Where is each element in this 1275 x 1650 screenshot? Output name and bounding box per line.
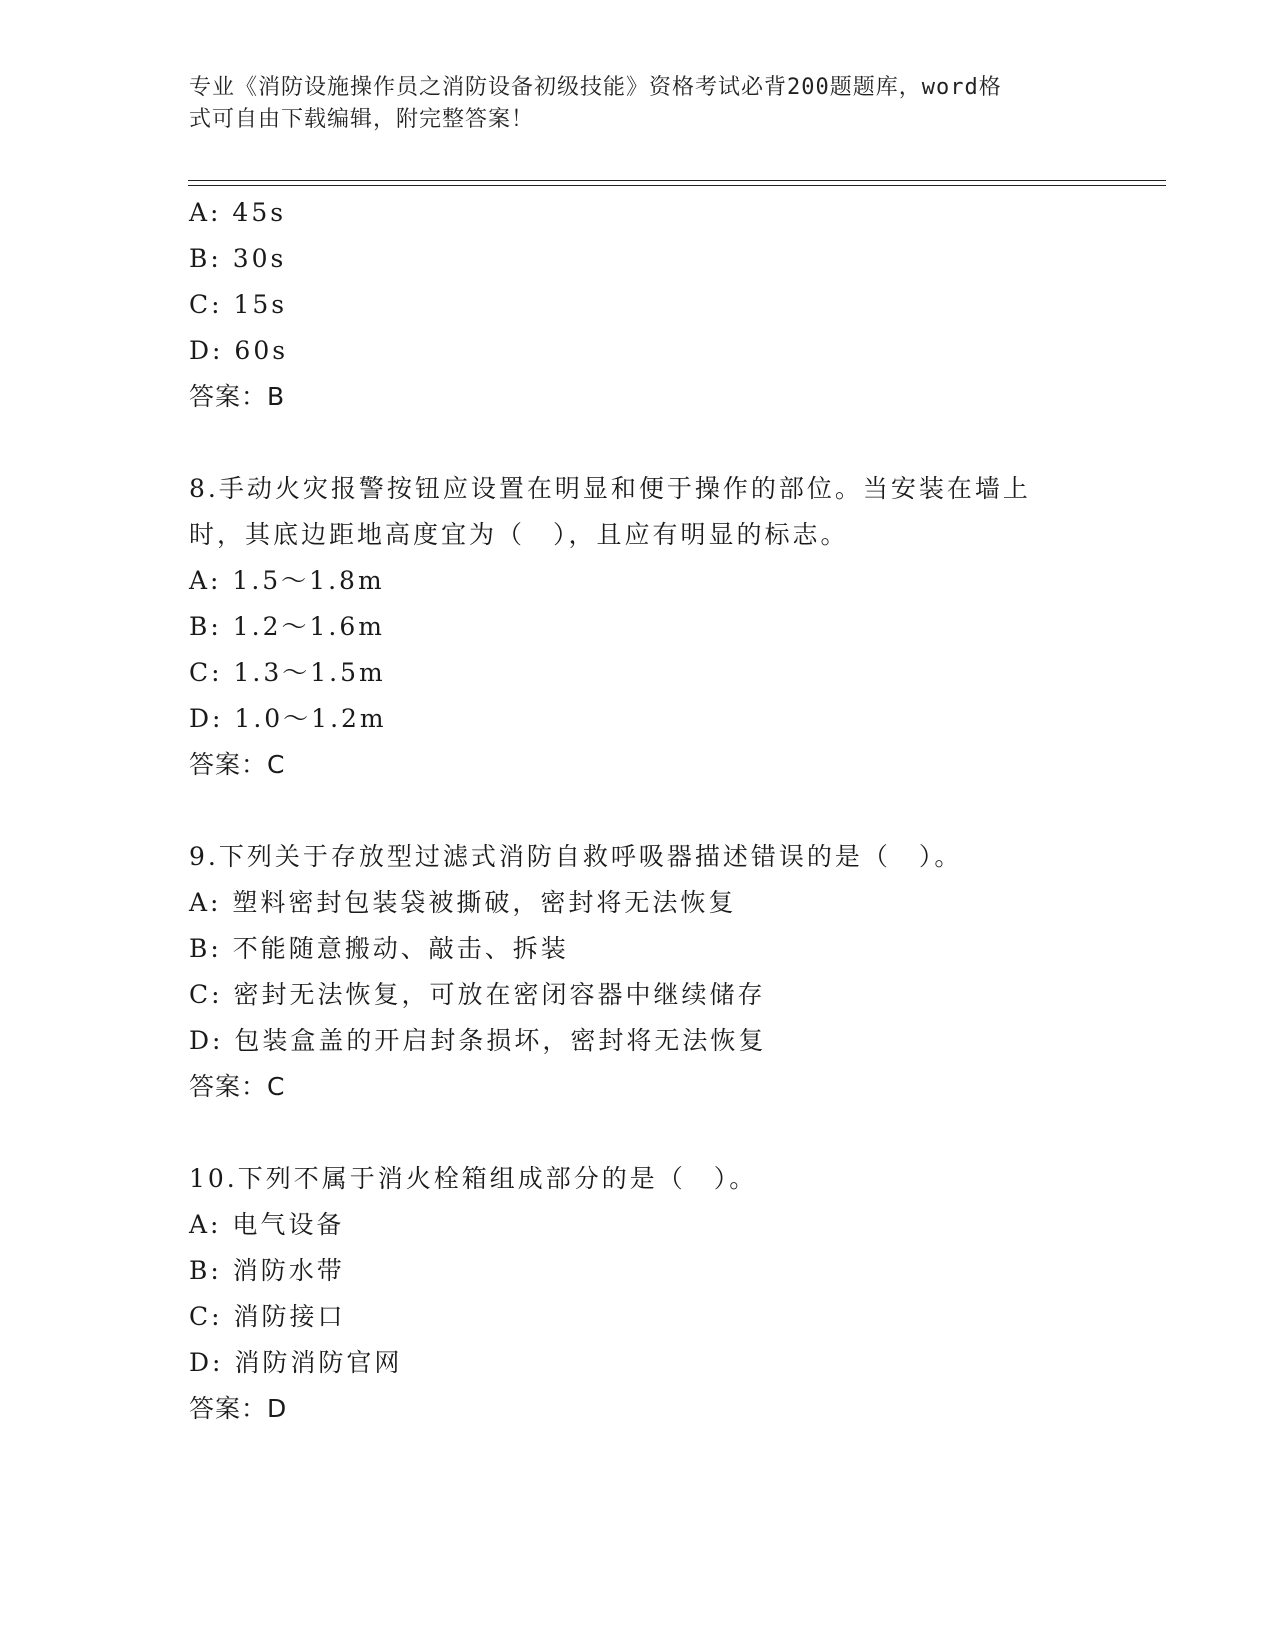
header-title-line-2: 式可自由下载编辑，附完整答案！ — [189, 107, 535, 132]
question-block-10 — [189, 1156, 1149, 1432]
header-title-line-1: 专业《消防设施操作员之消防设备初级技能》资格考试必背200题题库，word格 — [189, 75, 1002, 100]
option-a: A: 1.5～1.8m — [189, 566, 385, 595]
question-list — [189, 190, 1149, 1432]
option-c: C: 消防接口 — [189, 1302, 346, 1331]
option-b: B: 不能随意搬动、敲击、拆装 — [189, 934, 569, 963]
document-header — [189, 72, 1089, 136]
option-a: A: 电气设备 — [189, 1210, 345, 1239]
question-block-9 — [189, 834, 1149, 1110]
option-a: A: 塑料密封包装袋被撕破，密封将无法恢复 — [189, 888, 737, 917]
answer-line: 答案：C — [189, 1072, 286, 1101]
question-block-7 — [189, 190, 1149, 420]
option-d: D: 消防消防官网 — [189, 1348, 403, 1377]
option-a: A: 45s — [189, 198, 287, 227]
question-text-line-1: 9.下列关于存放型过滤式消防自救呼吸器描述错误的是（ ）。 — [189, 842, 963, 871]
option-b: B: 1.2～1.6m — [189, 612, 385, 641]
option-b: B: 30s — [189, 244, 287, 273]
answer-line: 答案：D — [189, 1394, 288, 1423]
question-text-line-2: 时，其底边距地高度宜为（ ），且应有明显的标志。 — [189, 520, 849, 549]
question-text-line-1: 8.手动火灾报警按钮应设置在明显和便于操作的部位。当安装在墙上 — [189, 474, 1031, 503]
option-c: C: 1.3～1.5m — [189, 658, 386, 687]
option-d: D: 60s — [189, 336, 289, 365]
option-c: C: 15s — [189, 290, 288, 319]
question-text-line-1: 10.下列不属于消火栓箱组成部分的是（ ）。 — [189, 1164, 758, 1193]
answer-line: 答案：C — [189, 750, 286, 779]
header-divider-bottom — [188, 185, 1166, 186]
option-d: D: 包装盒盖的开启封条损坏，密封将无法恢复 — [189, 1026, 767, 1055]
question-block-8 — [189, 466, 1149, 788]
header-divider-top — [188, 180, 1166, 181]
option-d: D: 1.0～1.2m — [189, 704, 387, 733]
option-c: C: 密封无法恢复，可放在密闭容器中继续储存 — [189, 980, 766, 1009]
option-b: B: 消防水带 — [189, 1256, 345, 1285]
answer-line: 答案：B — [189, 382, 286, 411]
